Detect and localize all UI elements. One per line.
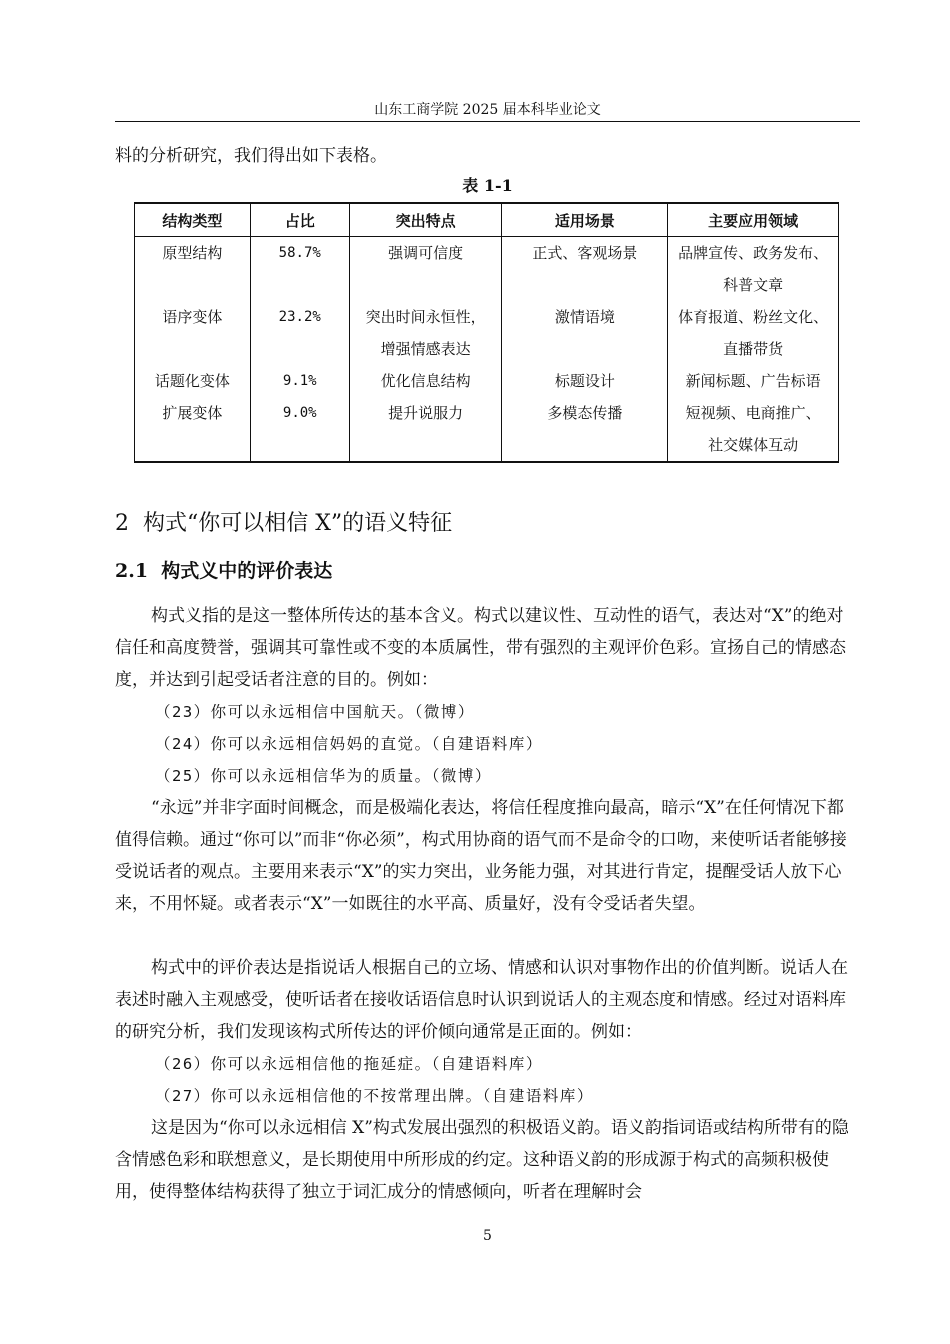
paragraph-4: 这是因为“你可以永远相信 X”构式发展出强烈的积极语义韵。语义韵指词语或结构所带有的隐含情感色彩和联想意义，是长期使用中所形成的约定。这种语义韵的形成源于构式的高频积极使用，使得整体结构获得了独立于词汇成分的情感倾向，听者在理解时会: [115, 1118, 849, 1202]
subsection-number: 2.1: [115, 560, 149, 582]
table-cell: 社交媒体互动: [668, 429, 839, 462]
table-cell: 23.2%: [250, 301, 349, 333]
example-24: （24）你可以永远相信妈妈的直觉。（自建语料库）: [155, 735, 543, 753]
table-cell: [502, 333, 668, 365]
table-cell: [250, 333, 349, 365]
table-cell: 扩展变体: [135, 397, 251, 429]
running-header: 山东工商学院 2025 届本科毕业论文: [374, 102, 601, 118]
table-cell: 增强情感表达: [349, 333, 502, 365]
paragraph-2: “永远”并非字面时间概念，而是极端化表达，将信任程度推向最高，暗示“X”在任何情况下都值得信赖。通过“你可以”而非“你必须”，构式用协商的语气而不是命令的口吻，来使听话者能够接受说话者的观点。主要用来表示“X”的实力突出，业务能力强，对其进行肯定，提醒受话人放下心来，不用怀疑。或者表示“X”一如既往的水平高、质量好，没有令受话者失望。: [115, 798, 847, 914]
example-27: （27）你可以永远相信他的不按常理出牌。（自建语料库）: [155, 1087, 594, 1105]
table-cell: [250, 269, 349, 301]
table-row: [135, 301, 839, 333]
table-row: [135, 333, 839, 365]
table-cell: 原型结构: [135, 237, 251, 270]
table-cell: 58.7%: [250, 237, 349, 270]
example-23: （23）你可以永远相信中国航天。（微博）: [155, 703, 475, 721]
section-heading: [115, 508, 452, 540]
table-cell: 体育报道、粉丝文化、: [668, 301, 839, 333]
table-cell: 优化信息结构: [349, 365, 502, 397]
table-row: [135, 237, 839, 270]
table-cell: 激情语境: [502, 301, 668, 333]
data-table: [134, 202, 839, 463]
example-26: （26）你可以永远相信他的拖延症。（自建语料库）: [155, 1055, 543, 1073]
table-cell: 9.1%: [250, 365, 349, 397]
table-cell: [135, 429, 251, 462]
table-cell: 突出时间永恒性，: [349, 301, 502, 333]
table-row: [135, 269, 839, 301]
table-caption: 表 1-1: [462, 176, 513, 195]
table-row: [135, 429, 839, 462]
table-cell: 强调可信度: [349, 237, 502, 270]
section-number: 2: [115, 511, 129, 536]
table-cell: 多模态传播: [502, 397, 668, 429]
table-header-cell: 适用场景: [502, 203, 668, 237]
example-25: （25）你可以永远相信华为的质量。（微博）: [155, 767, 492, 785]
table-cell: [135, 269, 251, 301]
table-cell: 正式、客观场景: [502, 237, 668, 270]
table-cell: [250, 429, 349, 462]
table-cell: [349, 429, 502, 462]
table-cell: 话题化变体: [135, 365, 251, 397]
header-rule: [115, 121, 860, 122]
table-cell: [502, 269, 668, 301]
table-header-cell: 占比: [250, 203, 349, 237]
table-cell: 9.0%: [250, 397, 349, 429]
section-title: 构式“你可以相信 X”的语义特征: [143, 511, 453, 536]
table-cell: [349, 269, 502, 301]
table-cell: 短视频、电商推广、: [668, 397, 839, 429]
page-number: 5: [483, 1228, 492, 1244]
table-cell: [135, 333, 251, 365]
table-cell: 品牌宣传、政务发布、: [668, 237, 839, 270]
table-row: [135, 365, 839, 397]
paragraph-3: 构式中的评价表达是指说话人根据自己的立场、情感和认识对事物作出的价值判断。说话人在表述时融入主观感受，使听话者在接收话语信息时认识到说话人的主观态度和情感。经过对语料库的研究分析，我们发现该构式所传达的评价倾向通常是正面的。例如：: [115, 958, 848, 1042]
intro-line: 料的分析研究，我们得出如下表格。: [115, 146, 387, 166]
table-header-cell: 主要应用领域: [668, 203, 839, 237]
table-cell: 直播带货: [668, 333, 839, 365]
subsection-title: 构式义中的评价表达: [161, 560, 333, 582]
table-header-row: [135, 203, 839, 237]
table-cell: [502, 429, 668, 462]
table-header-cell: 突出特点: [349, 203, 502, 237]
table-cell: 科普文章: [668, 269, 839, 301]
table-cell: 提升说服力: [349, 397, 502, 429]
table-cell: 新闻标题、广告标语: [668, 365, 839, 397]
table-row: [135, 397, 839, 429]
table-header-cell: 结构类型: [135, 203, 251, 237]
table-cell: 语序变体: [135, 301, 251, 333]
subsection-heading: [115, 556, 332, 586]
table-cell: 标题设计: [502, 365, 668, 397]
paragraph-1: 构式义指的是这一整体所传达的基本含义。构式以建议性、互动性的语气，表达对“X”的绝对信任和高度赞誉，强调其可靠性或不变的本质属性，带有强烈的主观评价色彩。宣扬自己的情感态度，并达到引起受话者注意的目的。例如：: [115, 606, 846, 690]
